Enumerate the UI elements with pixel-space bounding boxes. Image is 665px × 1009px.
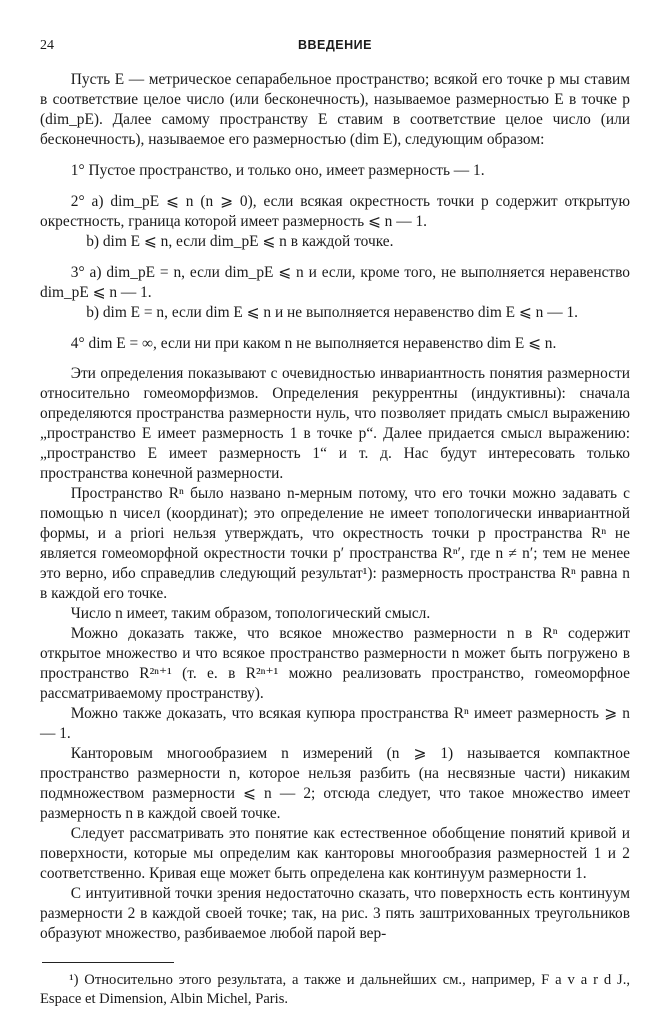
paragraph-intuition: С интуитивной точки зрения недостаточно сказать, что поверхность есть континуум размерности 2 в каждой своей точке; так, на рис. 3 пять заштрихованных треугольников образуют множество, разбиваемое любой парой вер- (40, 885, 630, 942)
paragraph-cut: Можно также доказать, что всякая купюра пространства Rⁿ имеет размерность ⩾ n — 1. (40, 705, 630, 742)
book-page (40, 38, 630, 1009)
main-text (40, 70, 630, 944)
paragraph-cantor-manifold: Канторовым многообразием n измерений (n ⩾ 1) называется компактное пространство размерности n, которое нельзя разбить (на несвязные части) никаким подмножеством размерности ⩽ n — 2; отсюда следует, что такое множество имеет размерность n в каждой своей точке. (40, 745, 630, 822)
footnote-divider (42, 962, 174, 963)
paragraph-invariance: Эти определения показывают с очевидностью инвариантность понятия размерности относительно гомеоморфизмов. Определения рекуррентны (индуктивны): сначала определяются пространства размерности нуль, что позволяет придать смысл выражению „пространство E имеет размерность 1 в точке p“. Далее придается смысл выражению: „пространство E имеет размерность 1“ и т. д. Нас будут интересовать только пространства конечной размерности. (40, 365, 630, 482)
page-number: 24 (40, 38, 54, 53)
definition-4: 4° dim E = ∞, если ни при каком n не выполняется неравенство dim E ⩽ n. (70, 335, 557, 352)
definition-3b: b) dim E = n, если dim E ⩽ n и не выполняется неравенство dim E ⩽ n — 1. (86, 304, 578, 321)
paragraph-topological-sense: Число n имеет, таким образом, топологический смысл. (70, 605, 431, 622)
running-head: ВВЕДЕНИЕ (298, 38, 372, 52)
footnote: ¹) Относительно этого результата, а также и дальнейших см., например, F a v a r d J., Espace et Dimension, Albin Michel, Paris. (40, 972, 630, 1007)
definition-2b: b) dim E ⩽ n, если dim_pE ⩽ n в каждой точке. (86, 233, 394, 250)
definition-2a: 2° a) dim_pE ⩽ n (n ⩾ 0), если всякая окрестность точки p содержит открытую окрестность, граница которой имеет размерность ⩽ n — 1. (40, 193, 630, 230)
definition-1: 1° Пустое пространство, и только оно, имеет размерность — 1. (70, 162, 485, 179)
paragraph-rn-dimension: Пространство Rⁿ было названо n-мерным потому, что его точки можно задавать с помощью n чисел (координат); это определение не имеет топологически инвариантной формы, и a priori нельзя утверждать, что окрестность точки p пространства Rⁿ не является гомеоморфной окрестности точки p′ пространства Rⁿ′, где n ≠ n′; тем не менее это верно, ибо справедлив следующий результат¹): размерность пространства Rⁿ равна n в каждой его точке. (40, 485, 630, 602)
page-header (40, 38, 630, 60)
definition-3a: 3° a) dim_pE = n, если dim_pE ⩽ n и если, кроме того, не выполняется неравенство dim_pE ⩽ n — 1. (40, 264, 630, 301)
paragraph-curve-surface: Следует рассматривать это понятие как естественное обобщение понятий кривой и поверхности, которые мы определим как канторовы многообразия размерностей 1 и 2 соответственно. Кривая еще может быть определена как континуум размерности 1. (40, 825, 630, 882)
paragraph-embedding: Можно доказать также, что всякое множество размерности n в Rⁿ содержит открытое множество и что всякое пространство размерности n может быть погружено в пространство R²ⁿ⁺¹ (т. е. в R²ⁿ⁺¹ можно реализовать пространство, гомеоморфное рассматриваемому пространству). (40, 625, 630, 702)
paragraph-definition-intro: Пусть E — метрическое сепарабельное пространство; всякой его точке p мы ставим в соответствие целое число (или бесконечность), называемое размерностью E в точке p (dim_pE). Далее самому пространству E ставим в соответствие целое число (или бесконечность), называемое его размерностью (dim E), следующим образом: (40, 71, 630, 148)
